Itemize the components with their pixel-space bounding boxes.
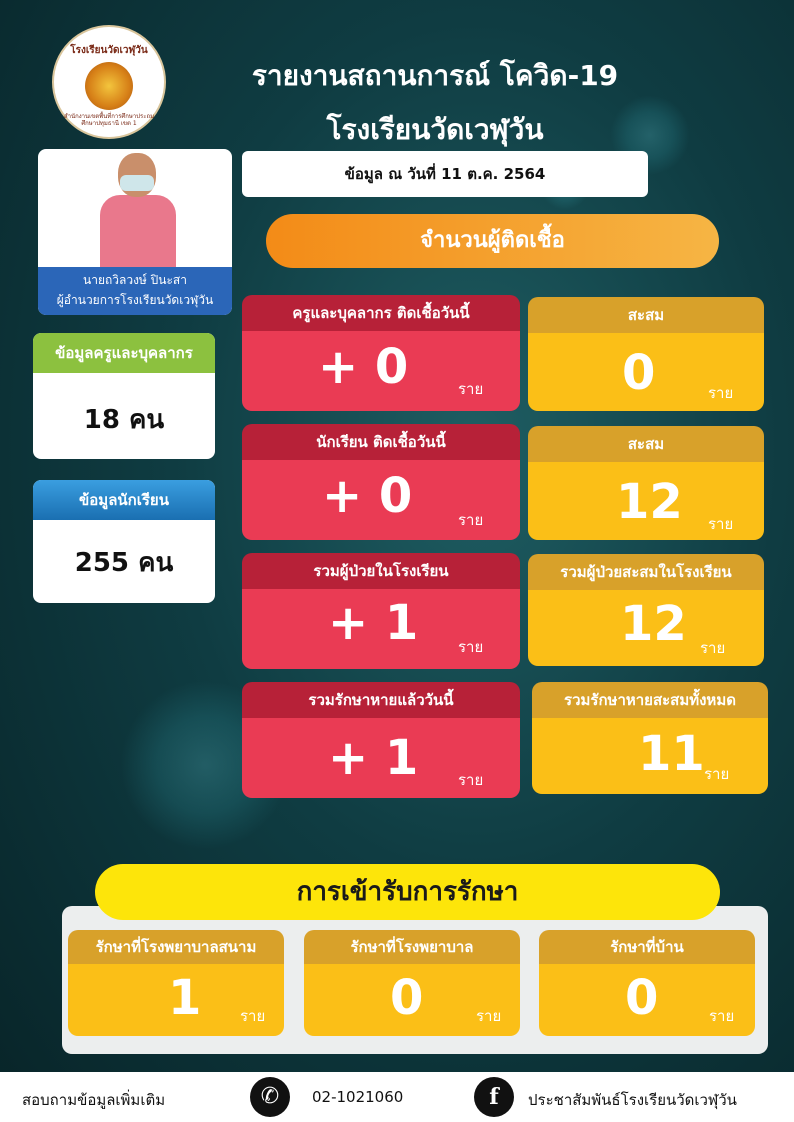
- phone-number[interactable]: 02-1021060: [312, 1088, 404, 1106]
- staff-total-value: 0: [622, 345, 656, 401]
- recovered-total-value: 11: [638, 726, 705, 782]
- patients-total-value: 12: [620, 596, 687, 652]
- unit-label: ราย: [708, 515, 734, 533]
- recovered-today-label: รวมรักษาหายแล้ววันนี้: [242, 682, 520, 718]
- recovered-total-label: รวมรักษาหายสะสมทั้งหมด: [532, 682, 768, 718]
- recovered-today-card: [242, 682, 520, 798]
- treatment-label: รักษาที่โรงพยาบาล: [304, 930, 520, 964]
- patients-total-card: [528, 554, 764, 666]
- student-total-label: สะสม: [528, 426, 764, 462]
- logo-bottom-text: สำนักงานเขตพื้นที่การศึกษาประถมศึกษาปทุมธานี เขต 1: [63, 112, 155, 127]
- student-total-value: 12: [616, 474, 683, 530]
- patients-today-label: รวมผู้ป่วยในโรงเรียน: [242, 553, 520, 589]
- staff-today-value: + 0: [318, 339, 409, 395]
- logo-top-text: โรงเรียนวัดเวฬุวัน: [70, 44, 148, 56]
- school-logo: [52, 25, 166, 139]
- director-photo: [98, 149, 178, 267]
- unit-label: ราย: [458, 638, 484, 656]
- director-card: [38, 149, 232, 315]
- recovered-today-value: + 1: [328, 730, 419, 786]
- staff-info-card: [33, 333, 215, 459]
- unit-label: ราย: [240, 1007, 266, 1025]
- staff-total-card: [528, 297, 764, 411]
- treatment-home-card: [539, 930, 755, 1036]
- patients-today-card: [242, 553, 520, 669]
- director-position: ผู้อำนวยการโรงเรียนวัดเวฬุวัน: [56, 293, 214, 307]
- director-name: นายถวิลวงษ์ ปินะสา: [83, 273, 187, 287]
- staff-info-label: ข้อมูลครูและบุคลากร: [33, 333, 215, 373]
- unit-label: ราย: [709, 1007, 735, 1025]
- director-caption: [38, 267, 232, 315]
- student-info-value: 255 คน: [74, 548, 174, 578]
- treatment-label: รักษาที่บ้าน: [539, 930, 755, 964]
- unit-label: ราย: [700, 639, 726, 657]
- student-today-value: + 0: [322, 468, 413, 524]
- treatment-value: 0: [390, 970, 424, 1026]
- student-today-label: นักเรียน ติดเชื้อวันนี้: [242, 424, 520, 460]
- report-date: ข้อมูล ณ วันที่ 11 ต.ค. 2564: [242, 151, 648, 197]
- recovered-total-card: [532, 682, 768, 794]
- student-total-card: [528, 426, 764, 540]
- unit-label: ราย: [476, 1007, 502, 1025]
- emblem-icon: [85, 62, 133, 110]
- unit-label: ราย: [458, 771, 484, 789]
- facebook-icon: f: [474, 1077, 514, 1117]
- unit-label: ราย: [704, 765, 730, 783]
- patients-today-value: + 1: [328, 595, 419, 651]
- unit-label: ราย: [708, 384, 734, 402]
- treatment-hospital-card: [304, 930, 520, 1036]
- treatment-value: 0: [625, 970, 659, 1026]
- unit-label: ราย: [458, 511, 484, 529]
- staff-today-card: [242, 295, 520, 411]
- student-info-card: [33, 480, 215, 603]
- phone-icon: ✆: [250, 1077, 290, 1117]
- school-name-title: โรงเรียนวัดเวฬุวัน: [326, 113, 544, 146]
- page-title: รายงานสถานการณ์ โควิด-19: [251, 59, 619, 92]
- staff-total-label: สะสม: [528, 297, 764, 333]
- infected-banner: จำนวนผู้ติดเชื้อ: [266, 214, 719, 268]
- patients-total-label: รวมผู้ป่วยสะสมในโรงเรียน: [528, 554, 764, 590]
- unit-label: ราย: [458, 380, 484, 398]
- facebook-page-link[interactable]: ประชาสัมพันธ์โรงเรียนวัดเวฬุวัน: [528, 1091, 737, 1109]
- treatment-label: รักษาที่โรงพยาบาลสนาม: [68, 930, 284, 964]
- staff-info-value: 18 คน: [83, 405, 165, 435]
- treatment-value: 1: [168, 970, 202, 1026]
- student-today-card: [242, 424, 520, 540]
- staff-today-label: ครูและบุคลากร ติดเชื้อวันนี้: [242, 295, 520, 331]
- student-info-label: ข้อมูลนักเรียน: [33, 480, 215, 520]
- treatment-banner: การเข้ารับการรักษา: [95, 864, 720, 920]
- inquiry-text: สอบถามข้อมูลเพิ่มเติม: [22, 1091, 166, 1109]
- treatment-field-hospital-card: [68, 930, 284, 1036]
